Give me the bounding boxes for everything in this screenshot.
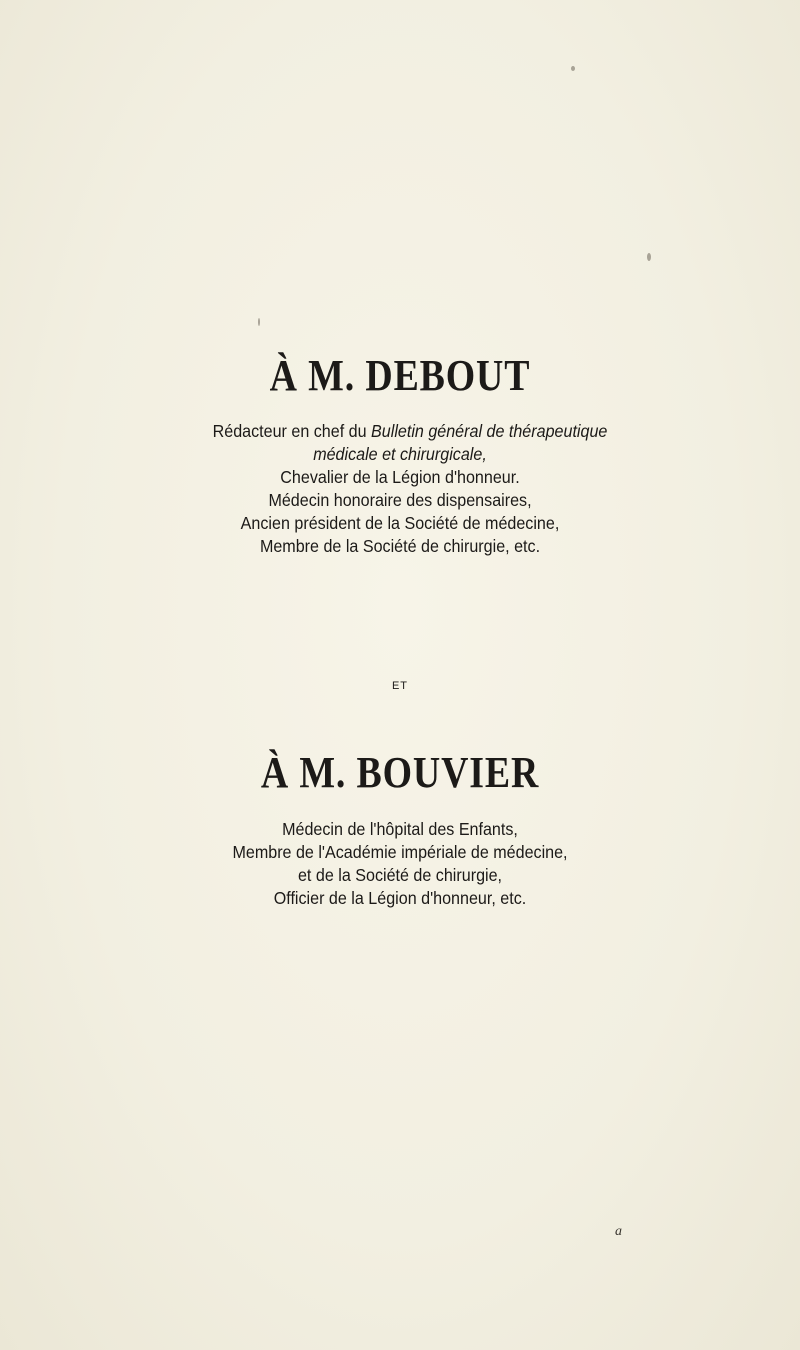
signature-mark: a — [615, 1224, 622, 1239]
dedication-debout-titles — [0, 420, 800, 558]
title-line-member-surgery: Membre de la Société de chirurgie, etc. — [259, 536, 541, 556]
paper-speck — [258, 318, 260, 326]
title-line-former-president: Ancien président de la Société de médecine, — [240, 513, 560, 533]
paper-speck — [571, 66, 575, 71]
title-line-chevalier: Chevalier de la Légion d'honneur. — [280, 467, 520, 487]
dedication-debout — [0, 351, 800, 400]
title-line-academie: Membre de l'Académie impériale de médecine, — [232, 842, 568, 862]
paper-speck — [647, 253, 651, 261]
separator-et — [0, 676, 800, 694]
title-line-honorary-physician: Médecin honoraire des dispensaires, — [268, 490, 532, 510]
bulletin-title: Bulletin général de thérapeutique — [371, 421, 608, 441]
dedication-bouvier-titles — [0, 818, 800, 910]
title-line-societe-chirurgie: et de la Société de chirurgie, — [297, 865, 503, 885]
title-line-editor-prefix: Rédacteur en chef du — [212, 421, 372, 441]
dedication-heading-bouvier: À M. BOUVIER — [260, 748, 540, 797]
separator-text: ET — [391, 680, 409, 692]
dedication-heading-debout: À M. DEBOUT — [269, 351, 531, 400]
title-line-enfants-hospital: Médecin de l'hôpital des Enfants, — [282, 819, 518, 839]
title-line-bulletin-continued: médicale et chirurgicale, — [313, 444, 487, 464]
dedication-bouvier — [0, 748, 800, 797]
title-line-officier: Officier de la Légion d'honneur, etc. — [273, 888, 527, 908]
title-line-editor — [42, 420, 778, 443]
